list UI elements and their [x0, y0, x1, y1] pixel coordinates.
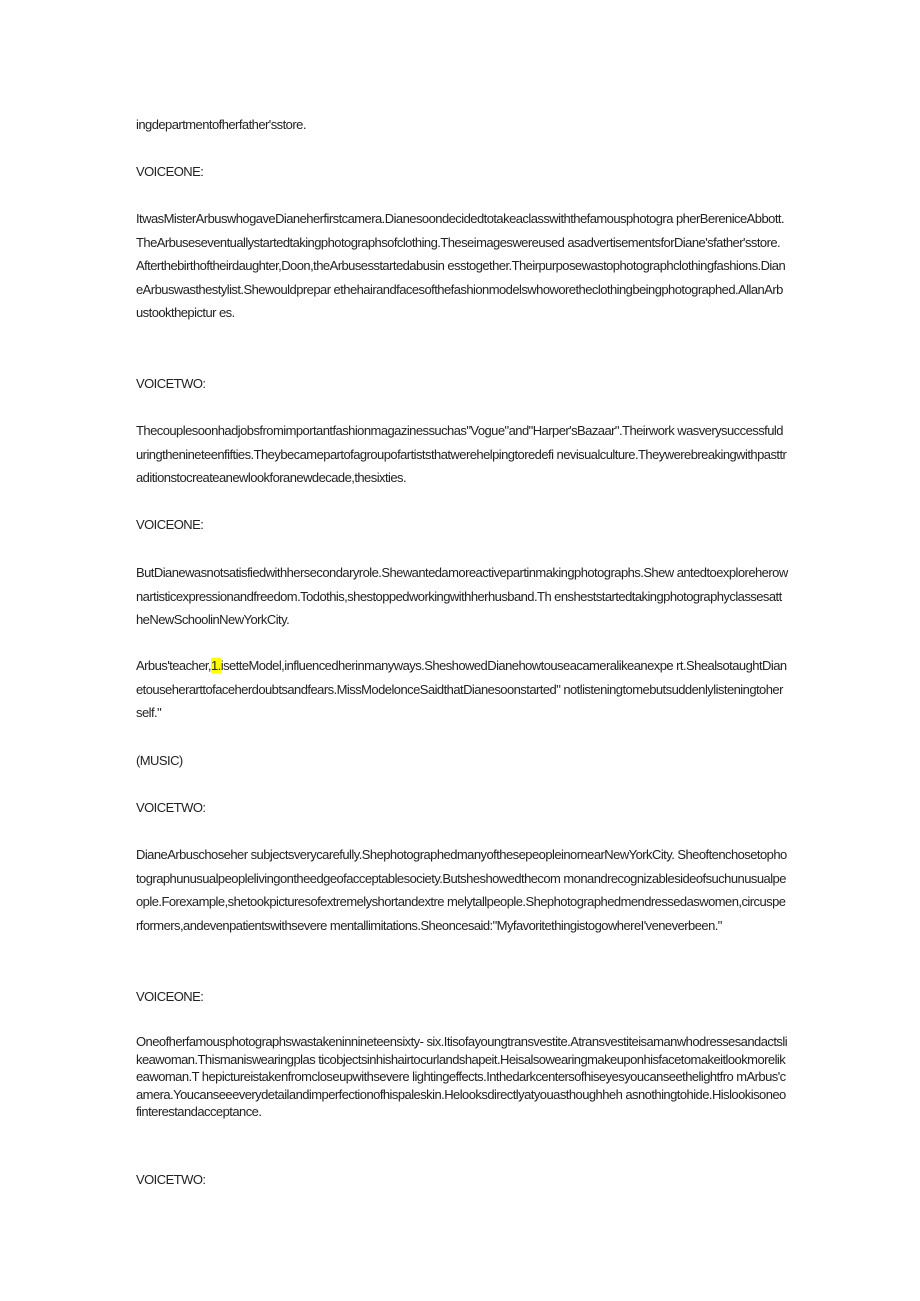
paragraph: DianeArbuschoseher subjectsverycarefully.ShephotographedmanyofthesepeopleinornearNewYorkCity. Sheoftenchosetophotographunusualpeoplelivingontheedgeofacceptablesociety.Butsheshowedthecom monandrecognizablesideofsuchunusualpeople.Forexample,shetookpicturesofextremelyshortandextre melytallpeople.Shephotographedmendressedaswomen,circusperformers,andevenpatientswithsevere mentallimitations.Sheoncesaid:"MyfavoritethingistogowhereI'veneverbeen.": [136, 847, 787, 933]
highlighted-text: 1.: [211, 658, 221, 673]
speaker-label: VOICEONE:: [136, 517, 204, 532]
speaker-label: VOICEONE:: [136, 164, 204, 179]
speaker-label: VOICETWO:: [136, 376, 206, 391]
music-cue: (MUSIC): [136, 753, 183, 768]
paragraph: Oneofherfamousphotographswastakeninnineteensixty- six.Itisofayoungtransvestite.Atransvestiteisamanwhodressesandactslikeawoman.Thismaniswearingplas ticobjectsinhishairtocurlandshapeit.Heisalsowearingmakeuponhisfacetomakeitlookmorelikeawoman.T hepictureistakenfromcloseupwithsevere lightingeffects.Inthedarkcentersofhiseyesyoucanseethelightfro mArbus'camera.Youcanseeeverydetailandimperfectionofhispaleskin.Helooksdirectlyatyouasthoughheh asnothingtohide.Hislookisoneofinterestandacceptance.: [136, 1034, 788, 1119]
paragraph: ButDianewasnotsatisfiedwithhersecondaryrole.Shewantedamoreactivepartinmakingphotographs.Shew antedtoexploreherownartisticexpressionandfreedom.Todothis,shestoppedworkingwithherhusband.Th ensheststartedtakingphotographyclassesattheNewSchoolinNewYorkCity.: [136, 565, 788, 627]
paragraph-text: isetteModel,influencedherinmanyways.SheshowedDianehowtouseacameralikeanexpe rt.ShealsotaughtDianetouseherarttofaceherdoubtsandfears.MissModelonceSaidthatDianesoonstarted" notlisteningtomebutsuddenlylisteningtoherself.": [136, 658, 787, 720]
speaker-label: VOICEONE:: [136, 989, 204, 1004]
paragraph: ItwasMisterArbuswhogaveDianeherfirstcamera.Dianesoondecidedtotakeaclasswiththefamousphotogra pherBereniceAbbott.TheArbuseseventuallystartedtakingphotographsofclothing.Theseimageswereused asadvertisementsforDiane'sfather'sstore.Afterthebirthoftheirdaughter,Doon,theArbusesstartedabusin esstogether.Theirpurposewastophotographclothingfashions.DianeArbuswasthestylist.Shewouldprepar ethehairandfacesofthefashionmodelswhoworetheclothingbeingphotographed.AllanArbustookthepictur es.: [136, 211, 786, 320]
paragraph: ingdepartmentofherfather'sstore.: [136, 117, 306, 132]
speaker-label: VOICETWO:: [136, 1172, 206, 1187]
paragraph-text: Arbus'teacher,: [136, 658, 211, 673]
paragraph: [136, 654, 788, 725]
speaker-label: VOICETWO:: [136, 800, 206, 815]
paragraph: Thecouplesoonhadjobsfromimportantfashionmagazinessuchas"Vogue"and"Harper'sBazaar".Theirwork wasverysuccessfulduringthenineteenfifties.Theybecamepartofagroupofartiststhatwerehelpingtoredefi nevisualculture.Theywerebreakingwithpasttraditionstocreateanewlookforanewdecade,thesixties.: [136, 423, 787, 485]
